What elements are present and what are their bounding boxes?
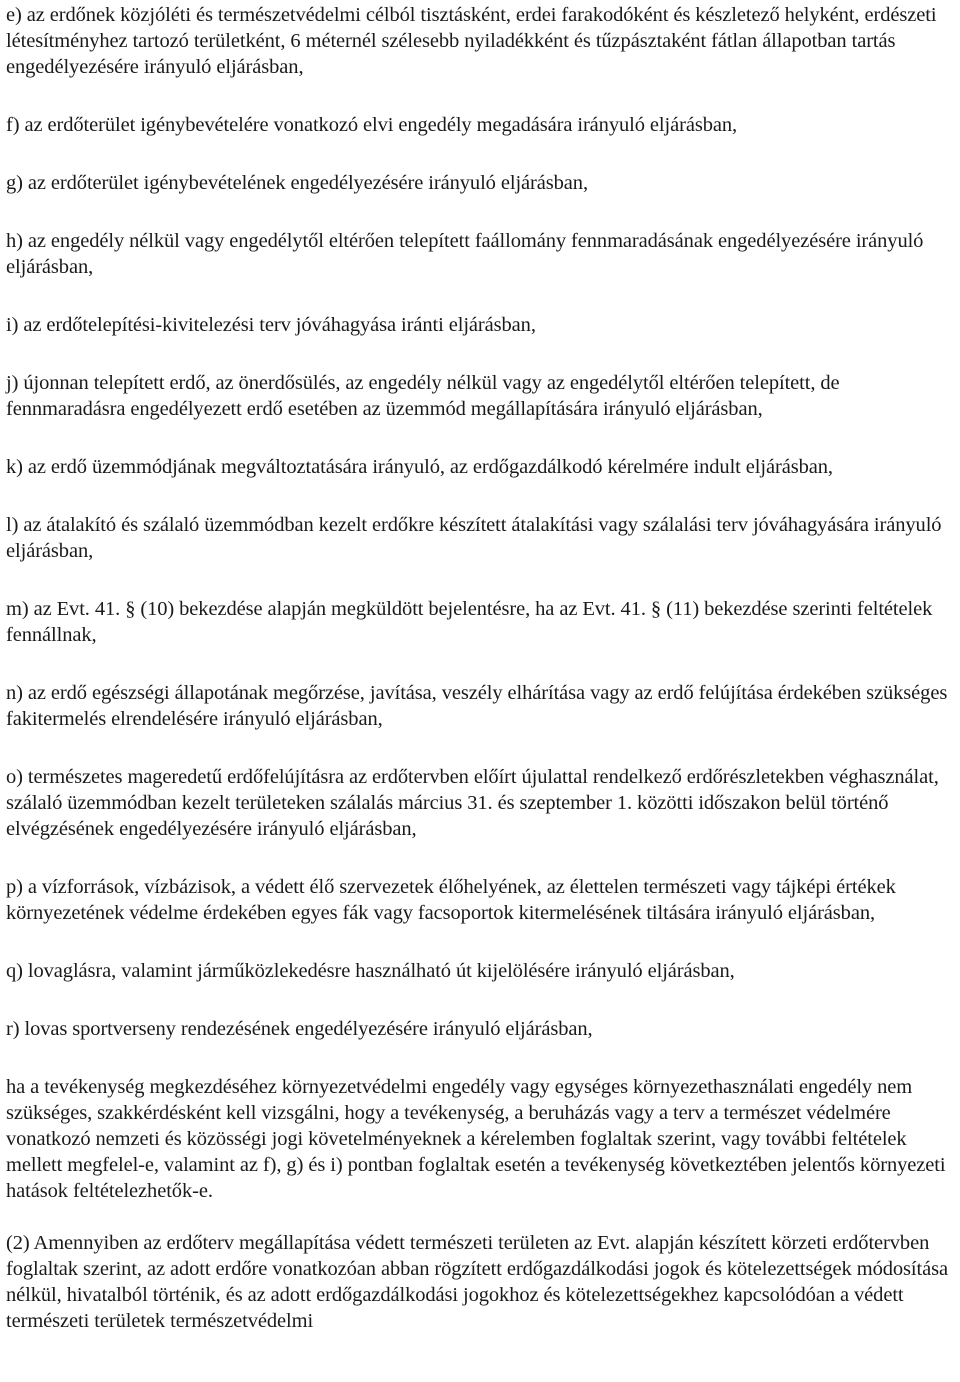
- paragraph-f: f) az erdőterület igénybevételére vonatkozó elvi engedély megadására irányuló eljárásban,: [6, 114, 738, 136]
- paragraph-m: m) az Evt. 41. § (10) bekezdése alapján megküldött bejelentésre, ha az Evt. 41. § (11) bekezdése szerinti feltételek fennállnak,: [6, 598, 933, 646]
- paragraph-e: e) az erdőnek közjóléti és természetvédelmi célból tisztásként, erdei farakodóként és készletező helyként, erdészeti létesítményhez tartozó területként, 6 méternél szélesebb nyiladékként és tűzpásztaként fátlan állapotban tartás engedélyezésére irányuló eljárásban,: [6, 4, 937, 78]
- paragraph-o: o) természetes mageredetű erdőfelújításra az erdőtervben előírt újulattal rendelkező erdőrészletekben véghasználat, szálaló üzemmódban kezelt területeken szálalás március 31. és szeptember 1. közötti időszakon belül történő elvégzésének engedélyezésére irányuló eljárásban,: [6, 766, 939, 840]
- paragraph-l: l) az átalakító és szálaló üzemmódban kezelt erdőkre készített átalakítási vagy szálalási terv jóváhagyására irányuló eljárásban,: [6, 514, 942, 562]
- paragraph-j: j) újonnan telepített erdő, az önerdősülés, az engedély nélkül vagy az engedélytől eltérően telepített, de fennmaradásra engedélyezett erdő esetében az üzemmód megállapítására irányuló eljárásban,: [6, 372, 840, 420]
- paragraph-i: i) az erdőtelepítési-kivitelezési terv jóváhagyása iránti eljárásban,: [6, 314, 536, 336]
- paragraph-g: g) az erdőterület igénybevételének engedélyezésére irányuló eljárásban,: [6, 172, 588, 194]
- paragraph-k: k) az erdő üzemmódjának megváltoztatására irányuló, az erdőgazdálkodó kérelmére indult eljárásban,: [6, 456, 833, 478]
- paragraph-section-2: (2) Amennyiben az erdőterv megállapítása védett természeti területen az Evt. alapján készített körzeti erdőtervben foglaltak szerint, az adott erdőre vonatkozóan abban rögzített erdőgazdálkodási jogok és kötelezettségek módosítása nélkül, hivatalból történik, és az adott erdőgazdálkodási jogokhoz és kötelezettségekhez kapcsolódóan a védett természeti területek természetvédelmi: [6, 1232, 948, 1332]
- paragraph-closing: ha a tevékenység megkezdéséhez környezetvédelmi engedély vagy egységes környezethasználati engedély nem szükséges, szakkérdésként kell vizsgálni, hogy a tevékenység, a beruházás vagy a terv a természet védelmére vonatkozó nemzeti és közösségi jogi követelményeknek a kérelemben foglaltak szerint, vagy további feltételek mellett megfelel-e, valamint az f), g) és i) pontban foglaltak esetén a tevékenység következtében jelentős környezeti hatások feltételezhetők-e.: [6, 1076, 946, 1202]
- paragraph-r: r) lovas sportverseny rendezésének engedélyezésére irányuló eljárásban,: [6, 1018, 593, 1040]
- paragraph-q: q) lovaglásra, valamint járműközlekedésre használható út kijelölésére irányuló eljárásban,: [6, 960, 735, 982]
- paragraph-p: p) a vízforrások, vízbázisok, a védett élő szervezetek élőhelyének, az élettelen természeti vagy tájképi értékek környezetének védelme érdekében egyes fák vagy facsoportok kitermelésének tiltására irányuló eljárásban,: [6, 876, 896, 924]
- paragraph-n: n) az erdő egészségi állapotának megőrzése, javítása, veszély elhárítása vagy az erdő felújítása érdekében szükséges fakitermelés elrendelésére irányuló eljárásban,: [6, 682, 948, 730]
- paragraph-h: h) az engedély nélkül vagy engedélytől eltérően telepített faállomány fennmaradásának engedélyezésére irányuló eljárásban,: [6, 230, 924, 278]
